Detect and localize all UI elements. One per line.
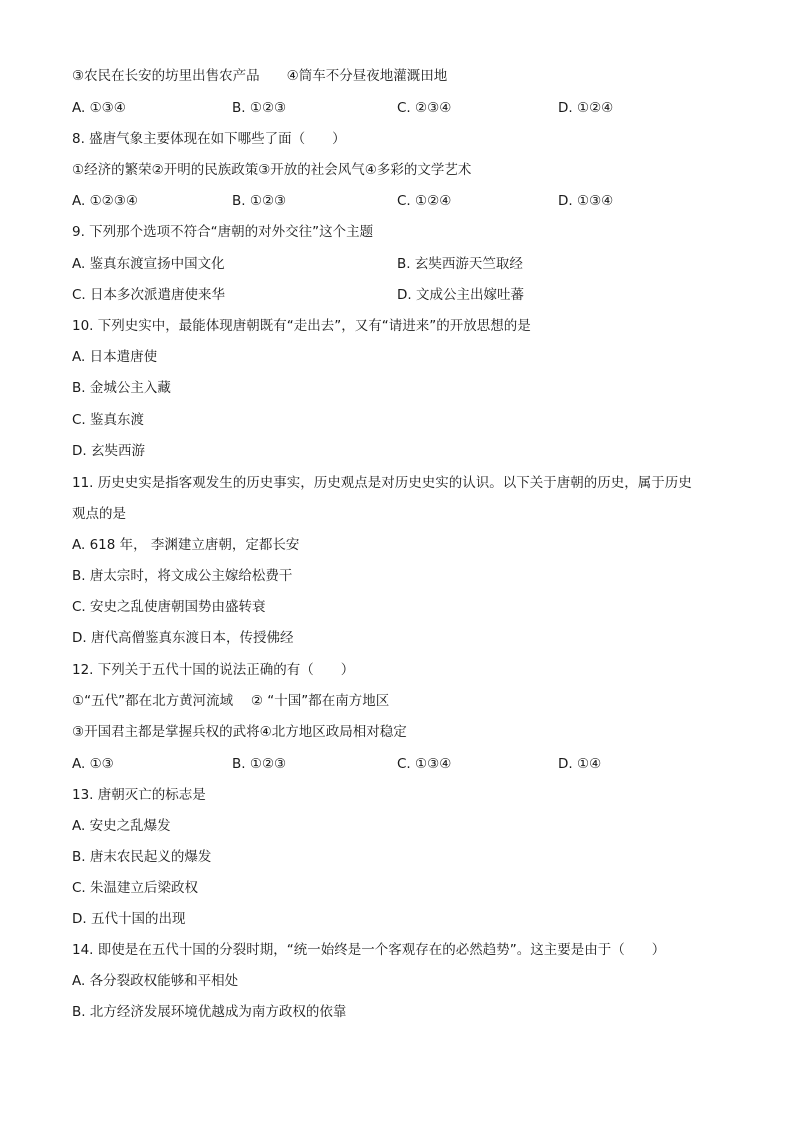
q14-option-b[interactable]: B. 北方经济发展环境优越成为南方政权的依靠 <box>72 1004 347 1020</box>
q11-option-b[interactable]: B. 唐太宗时，将文成公主嫁给松费干 <box>72 568 293 584</box>
q12-statement-1: ①“五代”都在北方黄河流域 ② “十国”都在南方地区 <box>72 693 390 709</box>
q8-option-b[interactable]: B. ①②③ <box>232 193 287 209</box>
q10-option-c[interactable]: C. 鉴真东渡 <box>72 412 145 428</box>
q7-options <box>72 98 732 118</box>
q14-question: 14. 即使是在五代十国的分裂时期，“统一始终是一个客观存在的必然趋势”。这主要是由于（ ） <box>72 942 666 958</box>
q13-option-d[interactable]: D. 五代十国的出现 <box>72 911 186 927</box>
q12-options <box>72 754 732 774</box>
q8-option-a[interactable]: A. ①②③④ <box>72 193 138 209</box>
q8-statement: ①经济的繁荣②开明的民族政策③开放的社会风气④多彩的文学艺术 <box>72 162 472 178</box>
q8-option-c[interactable]: C. ①②④ <box>397 193 452 209</box>
q13-option-b[interactable]: B. 唐末农民起义的爆发 <box>72 849 212 865</box>
q13-option-a[interactable]: A. 安史之乱爆发 <box>72 818 171 834</box>
q11-option-d[interactable]: D. 唐代高僧鉴真东渡日本，传授佛经 <box>72 630 294 646</box>
q7-statement: ③农民在长安的坊里出售农产品 ④筒车不分昼夜地灌溉田地 <box>72 68 448 84</box>
q8-question: 8. 盛唐气象主要体现在如下哪些了面（ ） <box>72 131 346 147</box>
q10-option-b[interactable]: B. 金城公主入藏 <box>72 380 171 396</box>
q7-option-d[interactable]: D. ①②④ <box>558 100 614 116</box>
q10-option-a[interactable]: A. 日本遣唐使 <box>72 349 158 365</box>
q9-options-row2 <box>72 285 732 305</box>
q9-option-b[interactable]: B. 玄奘西游天竺取经 <box>397 256 523 272</box>
q11-option-a[interactable]: A. 618 年， 李渊建立唐朝，定都长安 <box>72 537 300 553</box>
q7-option-c[interactable]: C. ②③④ <box>397 100 452 116</box>
q10-question: 10. 下列史实中，最能体现唐朝既有“走出去”，又有“请进来”的开放思想的是 <box>72 318 531 334</box>
q12-option-d[interactable]: D. ①④ <box>558 756 602 772</box>
q8-option-d[interactable]: D. ①③④ <box>558 193 614 209</box>
q11-option-c[interactable]: C. 安史之乱使唐朝国势由盛转衰 <box>72 599 266 615</box>
q7-option-a[interactable]: A. ①③④ <box>72 100 126 116</box>
q12-option-a[interactable]: A. ①③ <box>72 756 114 772</box>
q12-option-b[interactable]: B. ①②③ <box>232 756 287 772</box>
q8-options <box>72 191 732 211</box>
q12-question: 12. 下列关于五代十国的说法正确的有（ ） <box>72 662 355 678</box>
q9-option-a[interactable]: A. 鉴真东渡宣扬中国文化 <box>72 256 225 272</box>
q14-option-a[interactable]: A. 各分裂政权能够和平相处 <box>72 973 239 989</box>
q7-option-b[interactable]: B. ①②③ <box>232 100 287 116</box>
q10-option-d[interactable]: D. 玄奘西游 <box>72 443 145 459</box>
q12-statement-2: ③开国君主都是掌握兵权的武将④北方地区政局相对稳定 <box>72 724 407 740</box>
q11-question-line1: 11. 历史史实是指客观发生的历史事实，历史观点是对历史史实的认识。以下关于唐朝的历史，属于历史 <box>72 475 692 491</box>
q13-question: 13. 唐朝灭亡的标志是 <box>72 787 206 803</box>
q9-question: 9. 下列那个选项不符合“唐朝的对外交往”这个主题 <box>72 224 374 240</box>
q12-option-c[interactable]: C. ①③④ <box>397 756 452 772</box>
q9-option-d[interactable]: D. 文成公主出嫁吐蕃 <box>397 287 524 303</box>
q9-option-c[interactable]: C. 日本多次派遣唐使来华 <box>72 287 226 303</box>
q9-options-row1 <box>72 254 732 274</box>
q11-question-line2: 观点的是 <box>72 506 126 522</box>
q13-option-c[interactable]: C. 朱温建立后梁政权 <box>72 880 199 896</box>
